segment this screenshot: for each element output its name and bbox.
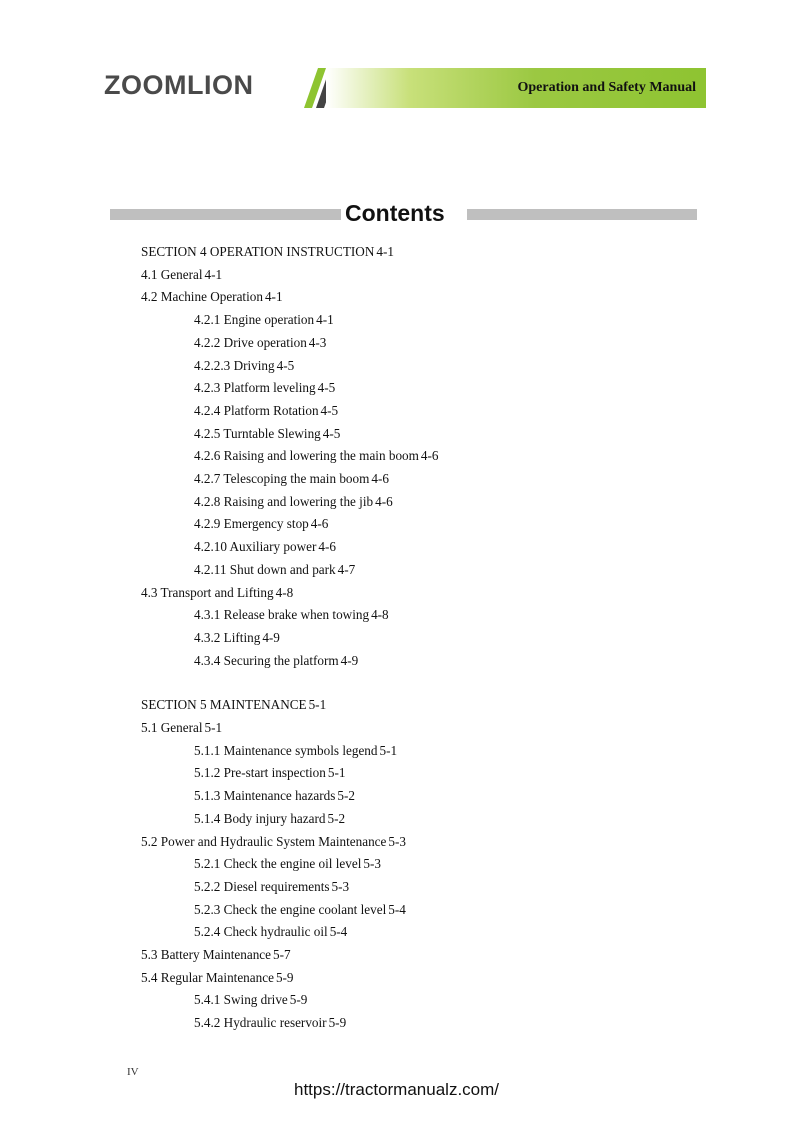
toc-entry-page: 5-3 (388, 833, 406, 849)
toc-entry-title: 4.2.2.3 Driving (194, 357, 275, 373)
toc-entry-page: 4-3 (308, 334, 327, 350)
toc-entry-page: 4-5 (317, 380, 336, 396)
toc-entry-title: 4.2.3 Platform leveling (194, 380, 316, 396)
toc-entry-title: 5.3 Battery Maintenance (141, 947, 271, 962)
toc-entry-title: 4.2.11 Shut down and park (194, 561, 336, 577)
toc-entry-title: 5.1.4 Body injury hazard (194, 810, 326, 826)
manual-title: Operation and Safety Manual (517, 80, 696, 95)
toc-entry-page: 4-7 (337, 561, 356, 577)
toc-entry-title: 4.2.2 Drive operation (194, 334, 307, 350)
toc-entry-page: 5-9 (275, 969, 294, 985)
toc-entry-page: 4-1 (264, 289, 283, 305)
toc-entry-page: 4-9 (262, 629, 280, 645)
toc-entry-page: 4-1 (204, 266, 223, 282)
toc-entry-page: 5-4 (329, 924, 348, 940)
toc-entry-title: 5.1.3 Maintenance hazards (194, 788, 336, 804)
toc-entry-page: 5-1 (204, 720, 223, 735)
toc-entry-page: 4-5 (276, 357, 295, 373)
toc-entry-title: 5.4 Regular Maintenance (141, 969, 274, 985)
toc-entry-title: 5.2.2 Diesel requirements (194, 878, 330, 894)
toc-entry-page: 4-6 (375, 493, 393, 509)
toc-entry-page: 4-6 (420, 448, 439, 464)
toc-entry-page: 4-5 (320, 402, 339, 418)
toc-entry-page: 4-8 (275, 584, 294, 600)
toc-entry-title: SECTION 5 MAINTENANCE (141, 697, 307, 713)
toc-entry-title: 5.1.1 Maintenance symbols legend (194, 742, 378, 758)
toc-entry-page: 5-3 (363, 856, 381, 872)
toc-entry-page: 5-2 (327, 810, 346, 826)
toc-entry-page: 5-9 (289, 992, 308, 1008)
toc-entry-title: 4.2 Machine Operation (141, 289, 263, 305)
toc-entry-page: 4-1 (316, 312, 334, 328)
toc-entry-title: 4.2.1 Engine operation (194, 312, 315, 328)
toc-entry-title: 4.2.6 Raising and lowering the main boom (194, 448, 419, 464)
toc-entry-page: 5-4 (388, 901, 406, 917)
page-header (104, 68, 706, 108)
toc-entry-title: 5.2 Power and Hydraulic System Maintenance (141, 833, 387, 849)
page-number: IV (127, 1066, 139, 1078)
toc-entry-title: 5.2.4 Check hydraulic oil (194, 924, 328, 940)
toc-entry-page: 4-6 (318, 539, 336, 555)
toc-entry-title: 4.3.2 Lifting (194, 629, 261, 645)
toc-entry-title: 4.2.10 Auxiliary power (194, 539, 317, 555)
heading-bar-right (467, 209, 697, 220)
toc-entry-title: 5.1 General (141, 720, 203, 735)
zoomlion-logo: ZOOMLION (104, 70, 254, 100)
toc-entry-page: 5-9 (328, 1015, 347, 1031)
toc-entry-page: 5-1 (327, 765, 346, 781)
toc-entry-title: 5.2.3 Check the engine coolant level (194, 901, 387, 917)
toc-entry-title: 4.1 General (141, 266, 203, 282)
toc-entry-title: 4.3.1 Release brake when towing (194, 607, 370, 623)
toc-entry-page: 5-3 (331, 878, 350, 894)
header-green-bar (326, 68, 706, 108)
contents-title: Contents (345, 200, 445, 226)
footer-url[interactable]: https://tractormanualz.com/ (293, 1080, 500, 1099)
toc-entry-title: 4.2.8 Raising and lowering the jib (194, 493, 374, 509)
toc-entry-title: 5.4.1 Swing drive (194, 992, 288, 1008)
toc-entry-page: 4-6 (371, 471, 389, 486)
contents-heading (110, 200, 697, 228)
toc-entry-title: 5.2.1 Check the engine oil level (194, 856, 362, 872)
toc-entry-title: 4.3 Transport and Lifting (141, 584, 274, 600)
toc-entry-page: 4-8 (371, 607, 389, 623)
toc-entry-page: 5-7 (273, 947, 291, 962)
toc-entry-title: 4.2.9 Emergency stop (194, 516, 309, 532)
toc-entry-title: SECTION 4 OPERATION INSTRUCTION (141, 244, 375, 259)
toc-entry-page: 4-9 (340, 652, 359, 668)
toc-entry-page: 4-5 (322, 425, 341, 441)
toc-entry-title: 4.2.4 Platform Rotation (194, 402, 319, 418)
toc-entry-page: 5-2 (337, 788, 355, 804)
toc-entry-title: 4.2.5 Turntable Slewing (194, 425, 321, 441)
toc-entry-title: 4.3.4 Securing the platform (194, 652, 339, 668)
toc-entry-page: 4-1 (376, 244, 394, 259)
heading-bar-left (110, 209, 341, 220)
toc-entry-title: 4.2.7 Telescoping the main boom (194, 471, 370, 486)
toc-entry-title: 5.1.2 Pre-start inspection (194, 765, 326, 781)
toc-entry-title: 5.4.2 Hydraulic reservoir (194, 1015, 327, 1031)
toc-entry-page: 5-1 (308, 697, 327, 713)
toc-entry-page: 4-6 (310, 516, 329, 532)
toc-entry-page: 5-1 (379, 742, 398, 758)
